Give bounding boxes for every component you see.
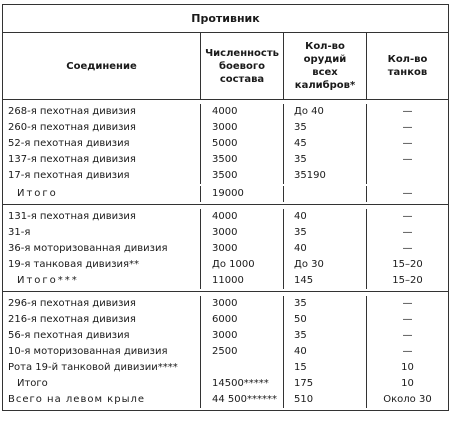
cell-unit: 137-я пехотная дивизия — [8, 154, 136, 165]
cell-guns: 35 — [283, 120, 366, 136]
cell-strength: 44 500****** — [200, 392, 283, 408]
cell-unit: Рота 19-й танковой дивизии**** — [8, 362, 178, 373]
header-guns: Кол-во орудий всех калибров* — [283, 33, 366, 99]
cell-strength: 4000 — [200, 104, 283, 120]
cell-unit: 10-я моторизованная дивизия — [8, 346, 168, 357]
cell-strength: 2500 — [200, 344, 283, 360]
cell-strength: 3000 — [200, 120, 283, 136]
cell-unit: 56-я пехотная дивизия — [8, 330, 130, 341]
cell-guns: 35 — [283, 225, 366, 241]
cell-unit: 17-я пехотная дивизия — [8, 170, 130, 181]
table-row — [3, 136, 448, 152]
cell-unit: Итого — [17, 188, 58, 199]
cell-guns: 35 — [283, 328, 366, 344]
cell-strength: До 1000 — [200, 257, 283, 273]
table-group-3 — [3, 292, 448, 410]
cell-tanks — [366, 168, 448, 184]
table-header — [3, 33, 448, 100]
header-tanks: Кол-во танков — [366, 33, 448, 99]
cell-unit: 296-я пехотная дивизия — [8, 298, 136, 309]
cell-strength: 3000 — [200, 328, 283, 344]
cell-strength: 3000 — [200, 241, 283, 257]
total-row — [3, 273, 448, 289]
cell-tanks: — — [366, 186, 448, 202]
cell-strength: 6000 — [200, 312, 283, 328]
cell-guns: 35190 — [283, 168, 366, 184]
cell-unit: Итого — [17, 378, 48, 389]
cell-guns: 35 — [283, 152, 366, 168]
cell-strength: 19000 — [200, 186, 283, 202]
cell-unit: 260-я пехотная дивизия — [8, 122, 136, 133]
cell-strength: 3000 — [200, 296, 283, 312]
header-unit: Соединение — [66, 60, 137, 72]
table-row — [3, 168, 448, 184]
cell-guns — [283, 186, 366, 202]
cell-unit: 19-я танковая дивизия** — [8, 259, 140, 270]
table-row — [3, 104, 448, 120]
cell-unit: 268-я пехотная дивизия — [8, 106, 136, 117]
table-group-2 — [3, 205, 448, 292]
cell-tanks: 15–20 — [366, 273, 448, 289]
grand-total-row — [3, 392, 448, 408]
cell-tanks: — — [366, 136, 448, 152]
cell-guns: 45 — [283, 136, 366, 152]
cell-tanks: 15–20 — [366, 257, 448, 273]
cell-tanks: — — [366, 312, 448, 328]
cell-unit: 216-я пехотная дивизия — [8, 314, 136, 325]
cell-guns: 40 — [283, 209, 366, 225]
cell-tanks: — — [366, 344, 448, 360]
table-row — [3, 257, 448, 273]
cell-tanks: — — [366, 152, 448, 168]
cell-guns: 35 — [283, 296, 366, 312]
cell-strength: 3000 — [200, 225, 283, 241]
cell-strength — [200, 360, 283, 376]
cell-guns: 40 — [283, 241, 366, 257]
cell-unit: 31-я — [8, 227, 31, 238]
table-row — [3, 120, 448, 136]
cell-guns: До 30 — [283, 257, 366, 273]
document-page — [1, 0, 449, 420]
header-strength: Численность боевого состава — [200, 33, 283, 99]
table-row — [3, 312, 448, 328]
cell-unit: Итого*** — [17, 275, 79, 286]
cell-guns: 145 — [283, 273, 366, 289]
cell-tanks: — — [366, 241, 448, 257]
cell-tanks: — — [366, 120, 448, 136]
cell-guns: До 40 — [283, 104, 366, 120]
cell-unit: Всего на левом крыле — [8, 394, 146, 405]
cell-tanks: — — [366, 328, 448, 344]
cell-tanks: — — [366, 296, 448, 312]
table-title: Противник — [3, 5, 448, 33]
forces-table — [2, 4, 449, 411]
cell-unit: 36-я моторизованная дивизия — [8, 243, 168, 254]
cell-strength: 5000 — [200, 136, 283, 152]
table-row — [3, 209, 448, 225]
cell-tanks: — — [366, 225, 448, 241]
cell-unit: 52-я пехотная дивизия — [8, 138, 130, 149]
cell-guns: 50 — [283, 312, 366, 328]
table-row — [3, 344, 448, 360]
total-row — [3, 376, 448, 392]
cell-unit: 131-я пехотная дивизия — [8, 211, 136, 222]
table-row — [3, 152, 448, 168]
table-row — [3, 328, 448, 344]
cell-strength: 3500 — [200, 152, 283, 168]
table-row — [3, 225, 448, 241]
cell-tanks: Около 30 — [366, 392, 448, 408]
cell-strength: 11000 — [200, 273, 283, 289]
cell-guns: 510 — [283, 392, 366, 408]
cell-tanks: 10 — [366, 376, 448, 392]
cell-tanks: 10 — [366, 360, 448, 376]
table-row — [3, 296, 448, 312]
cell-tanks: — — [366, 104, 448, 120]
table-row — [3, 360, 448, 376]
cell-strength: 4000 — [200, 209, 283, 225]
cell-strength: 14500***** — [200, 376, 283, 392]
cell-guns: 40 — [283, 344, 366, 360]
total-row — [3, 186, 448, 202]
cell-guns: 175 — [283, 376, 366, 392]
table-row — [3, 241, 448, 257]
cell-tanks: — — [366, 209, 448, 225]
cell-guns: 15 — [283, 360, 366, 376]
table-group-1 — [3, 100, 448, 205]
cell-strength: 3500 — [200, 168, 283, 184]
